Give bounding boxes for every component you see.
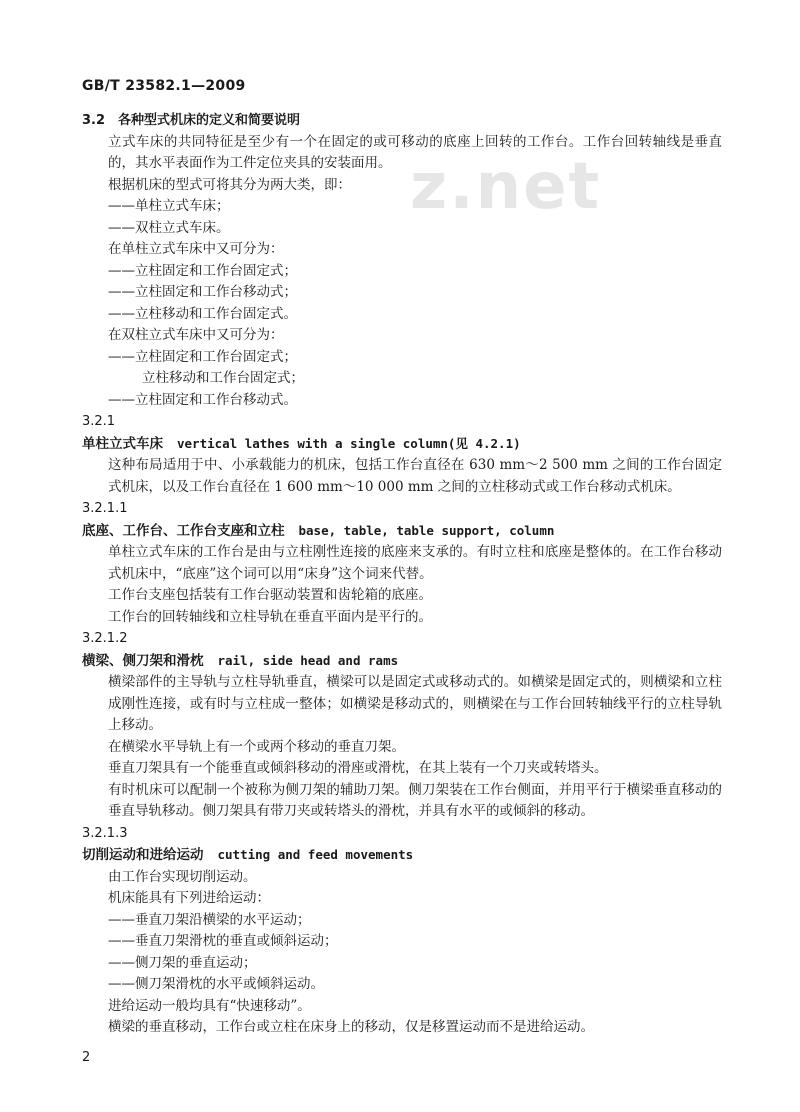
text-line [82,737,722,759]
line-text: 在双柱立式车床中又可分为： [108,327,284,343]
text-line [82,132,722,175]
text-line [82,953,722,975]
line-text: 进给运动一般均具有“快速移动”。 [108,997,311,1014]
text-line [82,931,722,953]
line-text: 在横梁水平导轨上有一个或两个移动的垂直刀架。 [108,738,405,755]
text-line [82,585,722,607]
line-text: 3.2.1.2 [82,631,128,646]
line-text: 立式车床的共同特征是至少有一个在固定的或可移动的底座上回转的工作台。工作台回转轴线是垂直的，其水平表面作为工件定位夹具的安装面用。 [108,133,722,171]
standard-code-header: GB/T 23582.1—2009 [82,78,246,94]
text-line [82,196,722,218]
text-line [82,867,722,889]
line-text: 有时机床可以配制一个被称为侧刀架的辅助刀架。侧刀架装在工作台侧面，并用平行于横梁垂直移动的垂直导轨移动。侧刀架具有带刀夹或转塔头的滑枕，并具有水平的或倾斜的移动。 [108,781,722,819]
text-line [82,433,722,456]
text-line [82,218,722,240]
text-line [82,110,722,132]
line-text: ——垂直刀架沿横梁的水平运动； [108,911,311,928]
text-line [82,368,722,390]
line-text: ——立柱移动和工作台固定式。 [108,305,297,322]
line-text: 横梁的垂直移动，工作台或立柱在床身上的移动，仅是移置运动而不是进给运动。 [108,1019,594,1035]
line-text: 立柱移动和工作台固定式； [142,370,304,386]
line-text: ——垂直刀架滑枕的垂直或倾斜运动； [108,933,338,949]
text-line [82,844,722,867]
line-text: 在单柱立式车床中又可分为： [108,241,284,257]
text-line [82,823,722,845]
english-term: rail, side head and rams [217,652,399,668]
line-text: 底座、工作台、工作台支座和立柱 [82,522,285,539]
line-text: 3.2.1.1 [82,501,128,516]
line-text: 3.2 各种型式机床的定义和简要说明 [82,113,301,128]
text-line [82,758,722,780]
text-line [82,672,722,737]
text-line [82,888,722,910]
text-line [82,996,722,1018]
text-line [82,239,722,261]
text-line [82,542,722,585]
line-text: ——立柱固定和工作台移动式； [108,284,297,300]
text-line [82,175,722,197]
line-text: ——侧刀架滑枕的水平或倾斜运动。 [108,976,324,992]
english-term: vertical lathes with a single column(见 4.2.1) [177,435,521,451]
line-text: ——侧刀架的垂直运动； [108,954,257,971]
line-text: ——单柱立式车床； [108,198,230,214]
text-line [82,411,722,433]
text-line [82,304,722,326]
text-line [82,780,722,823]
text-line [82,455,722,498]
line-text: 横梁、侧刀架和滑枕 [82,652,204,669]
line-text: ——立柱固定和工作台固定式； [108,262,297,279]
document-body [82,110,722,1039]
line-text: 3.2.1 [82,414,116,429]
line-text: 单柱立式车床 [82,435,163,452]
line-text: 单柱立式车床的工作台是由与立柱刚性连接的底座来支承的。有时立柱和底座是整体的。在工作台移动式机床中，“底座”这个词可以用“床身”这个词来代替。 [108,544,722,582]
line-text: 这种布局适用于中、小承载能力的机床，包括工作台直径在 630 mm～2 500 mm 之间的工作台固定式机床，以及工作台直径在 1 600 mm～10 000 mm 之间的立柱移动式或工作台移动式机床。 [108,457,722,495]
text-line [82,282,722,304]
text-line [82,261,722,283]
line-text: 由工作台实现切削运动。 [108,868,257,885]
line-text: 工作台的回转轴线和立柱导轨在垂直平面内是平行的。 [108,608,432,625]
line-text: ——双柱立式车床。 [108,219,230,236]
line-text: 机床能具有下列进给运动： [108,890,270,906]
text-line [82,325,722,347]
text-line [82,498,722,520]
line-text: 切削运动和进给运动 [82,847,204,863]
line-text: 3.2.1.3 [82,825,128,841]
text-line [82,650,722,673]
text-line [82,910,722,932]
text-line [82,974,722,996]
line-text: 垂直刀架具有一个能垂直或倾斜移动的滑座或滑枕，在其上装有一个刀夹或转塔头。 [108,760,608,776]
text-line [82,628,722,650]
text-line [82,347,722,369]
line-text: 根据机床的型式可将其分为两大类，即： [108,176,351,193]
english-term: base, table, table support, column [298,522,555,538]
line-text: ——立柱固定和工作台移动式。 [108,391,297,408]
text-line [82,390,722,412]
line-text: 工作台支座包括装有工作台驱动装置和齿轮箱的底座。 [108,587,432,603]
text-line [82,607,722,629]
english-term: cutting and feed movements [217,847,414,862]
line-text: ——立柱固定和工作台固定式； [108,348,297,365]
text-line [82,520,722,543]
page-number: 2 [82,1050,91,1065]
text-line [82,1017,722,1039]
line-text: 横梁部件的主导轨与立柱导轨垂直，横梁可以是固定式或移动式的。如横梁是固定式的，则横梁和立柱成刚性连接，或有时与立柱成一整体；如横梁是移动式的，则横梁在与工作台回转轴线平行的立柱导轨上移动。 [108,674,722,733]
watermark: z.net [410,150,602,224]
